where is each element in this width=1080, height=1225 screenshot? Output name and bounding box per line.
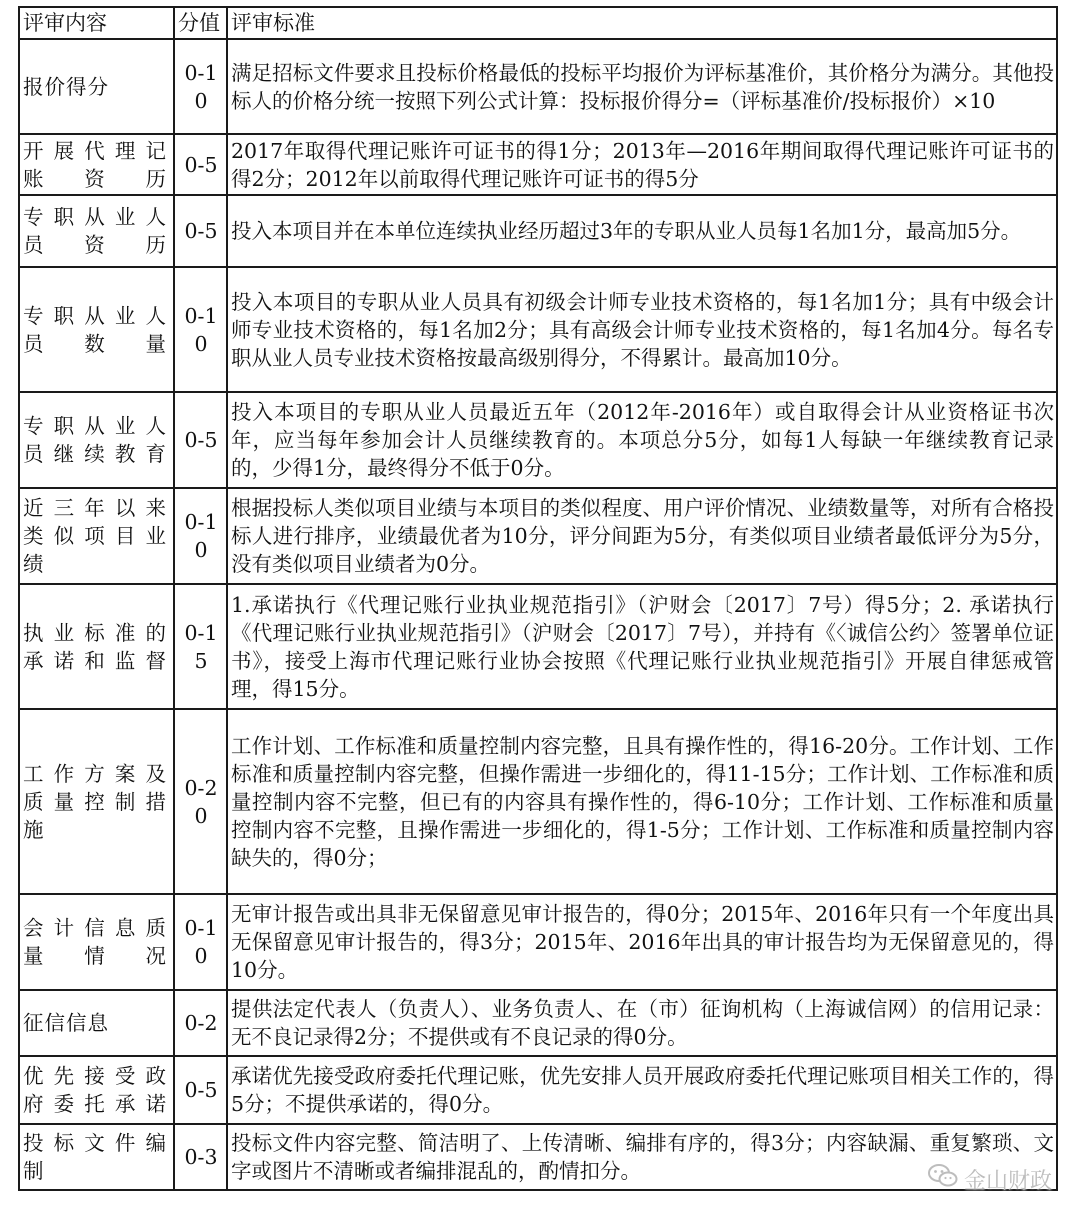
row-score: 0-10 (174, 39, 227, 134)
row-standard: 无审计报告或出具非无保留意见审计报告的，得0分；2015年、2016年只有一个年度出具无保留意见审计报告的，得3分；2015年、2016年出具的审计报告均为无保留意见的，得10分。 (227, 894, 1057, 990)
row-item: 投标文件编制 (19, 1124, 174, 1190)
row-item: 专职从业人员数量 (19, 267, 174, 392)
row-score: 0-10 (174, 267, 227, 392)
row-standard: 投入本项目的专职从业人员具有初级会计师专业技术资格的，每1名加1分；具有中级会计师专业技术资格的，每1名加2分；具有高级会计师专业技术资格的，每1名加4分。每名专职从业人员专业技术资格按最高级别得分，不得累计。最高加10分。 (227, 267, 1057, 392)
row-standard: 承诺优先接受政府委托代理记账，优先安排人员开展政府委托代理记账项目相关工作的，得5分；不提供承诺的，得0分。 (227, 1056, 1057, 1124)
table-row (19, 267, 1057, 392)
row-standard: 1.承诺执行《代理记账行业执业规范指引》（沪财会〔2017〕7号）得5分；2. 承诺执行《代理记账行业执业规范指引》（沪财会〔2017〕7号），并持有《〈诚信公约〉签署单位证书》，接受上海市代理记账行业协会按照《代理记账行业执业规范指引》开展自律惩戒管理，得15分。 (227, 584, 1057, 709)
row-item: 工作方案及质量控制措施 (19, 709, 174, 894)
header-item: 评审内容 (19, 7, 174, 39)
row-item: 优先接受政府委托承诺 (19, 1056, 174, 1124)
row-score: 0-10 (174, 488, 227, 584)
header-standard: 评审标准 (227, 7, 1057, 39)
row-item: 报价得分 (19, 39, 174, 134)
row-standard: 提供法定代表人（负责人）、业务负责人、在（市）征询机构（上海诚信网）的信用记录：无不良记录得2分；不提供或有不良记录的得0分。 (227, 990, 1057, 1056)
scoring-criteria-table (18, 6, 1058, 1191)
row-score: 0-5 (174, 392, 227, 488)
table-row (19, 709, 1057, 894)
row-item: 近三年以来类似项目业绩 (19, 488, 174, 584)
table-row (19, 1056, 1057, 1124)
table-row (19, 488, 1057, 584)
row-standard: 投入本项目的专职从业人员最近五年（2012年-2016年）或自取得会计从业资格证书次年，应当每年参加会计人员继续教育的。本项总分5分，如每1人每缺一年继续教育记录的，少得1分，最终得分不低于0分。 (227, 392, 1057, 488)
row-standard: 工作计划、工作标准和质量控制内容完整，且具有操作性的，得16-20分。工作计划、工作标准和质量控制内容完整，但操作需进一步细化的，得11-15分；工作计划、工作标准和质量控制内容不完整，但已有的内容具有操作性的，得6-10分；工作计划、工作标准和质量控制内容不完整，且操作需进一步细化的，得1-5分；工作计划、工作标准和质量控制内容缺失的，得0分； (227, 709, 1057, 894)
watermark-text: 金山财政 (963, 1168, 1052, 1194)
table-row (19, 990, 1057, 1056)
table-header-row (19, 7, 1057, 39)
table-row (19, 134, 1057, 195)
wechat-icon (928, 1163, 958, 1195)
table-row (19, 39, 1057, 134)
row-score: 0-5 (174, 195, 227, 267)
table-row (19, 392, 1057, 488)
row-item: 专职从业人员资历 (19, 195, 174, 267)
row-item: 会计信息质量情况 (19, 894, 174, 990)
row-standard: 投入本项目并在本单位连续执业经历超过3年的专职从业人员每1名加1分，最高加5分。 (227, 195, 1057, 267)
row-score: 0-20 (174, 709, 227, 894)
row-standard: 2017年取得代理记账许可证书的得1分；2013年—2016年期间取得代理记账许可证书的得2分；2012年以前取得代理记账许可证书的得5分 (227, 134, 1057, 195)
row-standard: 满足招标文件要求且投标价格最低的投标平均报价为评标基准价，其价格分为满分。其他投标人的价格分统一按照下列公式计算：投标报价得分=（评标基准价/投标报价）×10 (227, 39, 1057, 134)
row-score: 0-2 (174, 990, 227, 1056)
row-score: 0-3 (174, 1124, 227, 1190)
table-row (19, 195, 1057, 267)
table-row (19, 1124, 1057, 1190)
row-score: 0-10 (174, 894, 227, 990)
row-score: 0-15 (174, 584, 227, 709)
row-standard: 根据投标人类似项目业绩与本项目的类似程度、用户评价情况、业绩数量等，对所有合格投标人进行排序，业绩最优者为10分，评分间距为5分，有类似项目业绩者最低评分为5分，没有类似项目业绩者为0分。 (227, 488, 1057, 584)
row-item: 征信信息 (19, 990, 174, 1056)
table-row (19, 894, 1057, 990)
row-score: 0-5 (174, 134, 227, 195)
row-standard: 投标文件内容完整、简洁明了、上传清晰、编排有序的，得3分；内容缺漏、重复繁琐、文字或图片不清晰或者编排混乱的，酌情扣分。 (227, 1124, 1057, 1190)
row-score: 0-5 (174, 1056, 227, 1124)
watermark (928, 1163, 1052, 1195)
header-score: 分值 (174, 7, 227, 39)
row-item: 专职从业人员继续教育 (19, 392, 174, 488)
row-item: 开展代理记账资历 (19, 134, 174, 195)
table-row (19, 584, 1057, 709)
row-item: 执业标准的承诺和监督 (19, 584, 174, 709)
